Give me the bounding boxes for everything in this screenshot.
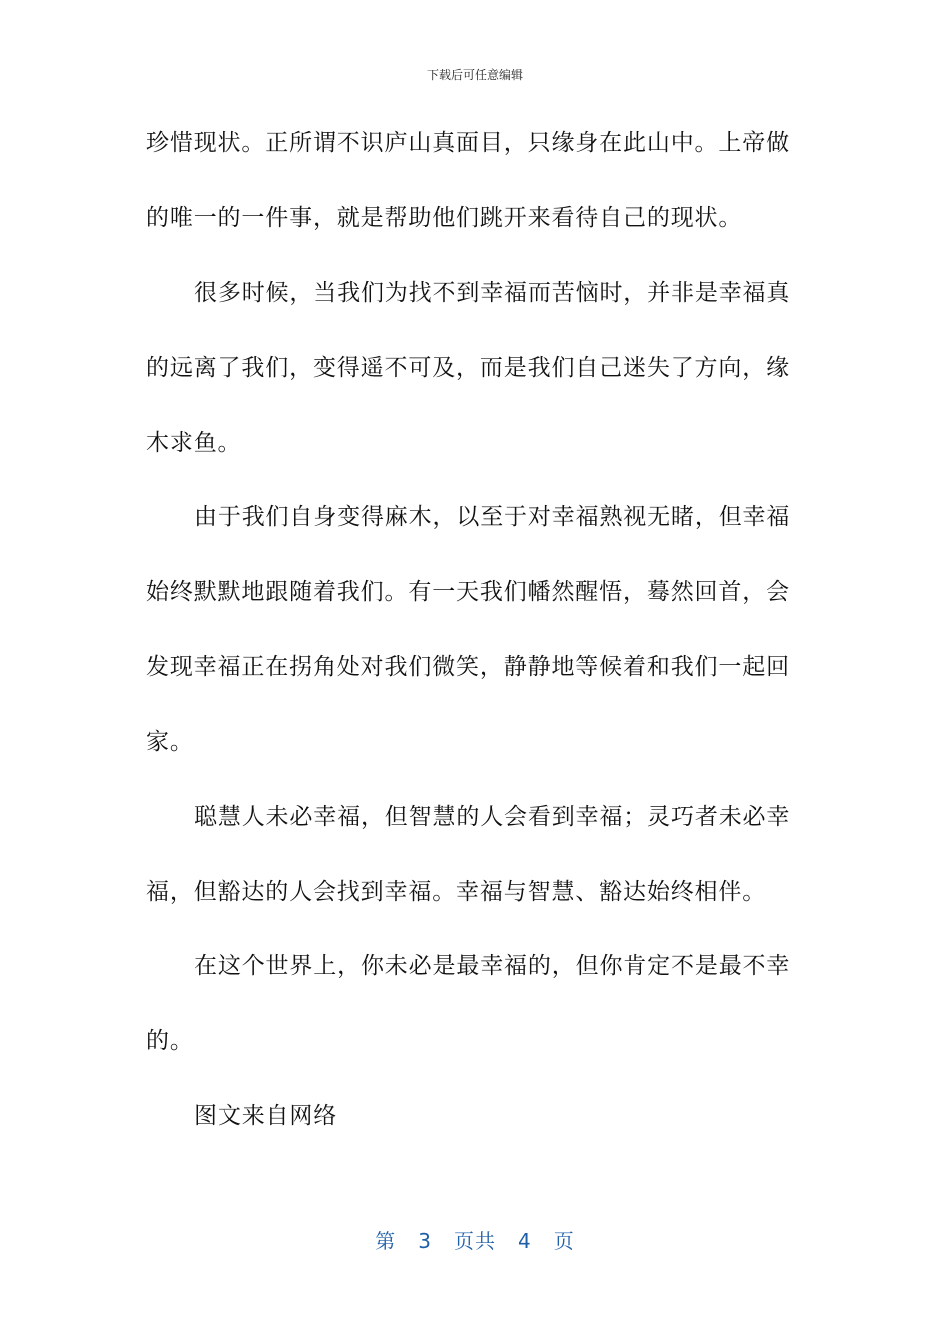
paragraph-3-line-2: 始终默默地跟随着我们。有一天我们幡然醒悟，蓦然回首，会 <box>146 579 790 605</box>
paragraph-2-line-2: 的远离了我们，变得遥不可及，而是我们自己迷失了方向，缘 <box>146 355 790 381</box>
paragraph-3-line-3: 发现幸福正在拐角处对我们微笑，静静地等候着和我们一起回 <box>146 654 790 680</box>
paragraph-3-line-1: 由于我们自身变得麻木，以至于对幸福熟视无睹，但幸福 <box>194 504 791 530</box>
paragraph-1-line-2: 的唯一的一件事，就是帮助他们跳开来看待自己的现状。 <box>146 205 743 231</box>
paragraph-1-line-1: 珍惜现状。正所谓不识庐山真面目，只缘身在此山中。上帝做 <box>146 130 790 156</box>
footer-middle: 页共 <box>454 1229 496 1253</box>
paragraph-4-line-2: 福，但豁达的人会找到幸福。幸福与智慧、豁达始终相伴。 <box>146 879 767 905</box>
paragraph-2-line-1: 很多时候，当我们为找不到幸福而苦恼时，并非是幸福真 <box>194 280 791 306</box>
current-page-number: 3 <box>418 1229 432 1253</box>
footer-suffix: 页 <box>553 1229 575 1253</box>
paragraph-4-line-1: 聪慧人未必幸福，但智慧的人会看到幸福；灵巧者未必幸 <box>194 804 791 830</box>
page-header: 下载后可任意编辑 <box>426 68 523 82</box>
source-note: 图文来自网络 <box>194 1103 338 1129</box>
paragraph-3-line-4: 家。 <box>146 729 194 755</box>
page-footer <box>0 1225 950 1254</box>
footer-prefix: 第 <box>375 1229 397 1253</box>
paragraph-2-line-3: 木求鱼。 <box>146 430 242 456</box>
paragraph-5-line-1: 在这个世界上，你未必是最幸福的，但你肯定不是最不幸 <box>194 953 791 979</box>
total-pages-number: 4 <box>518 1229 532 1253</box>
paragraph-5-line-2: 的。 <box>146 1028 194 1054</box>
